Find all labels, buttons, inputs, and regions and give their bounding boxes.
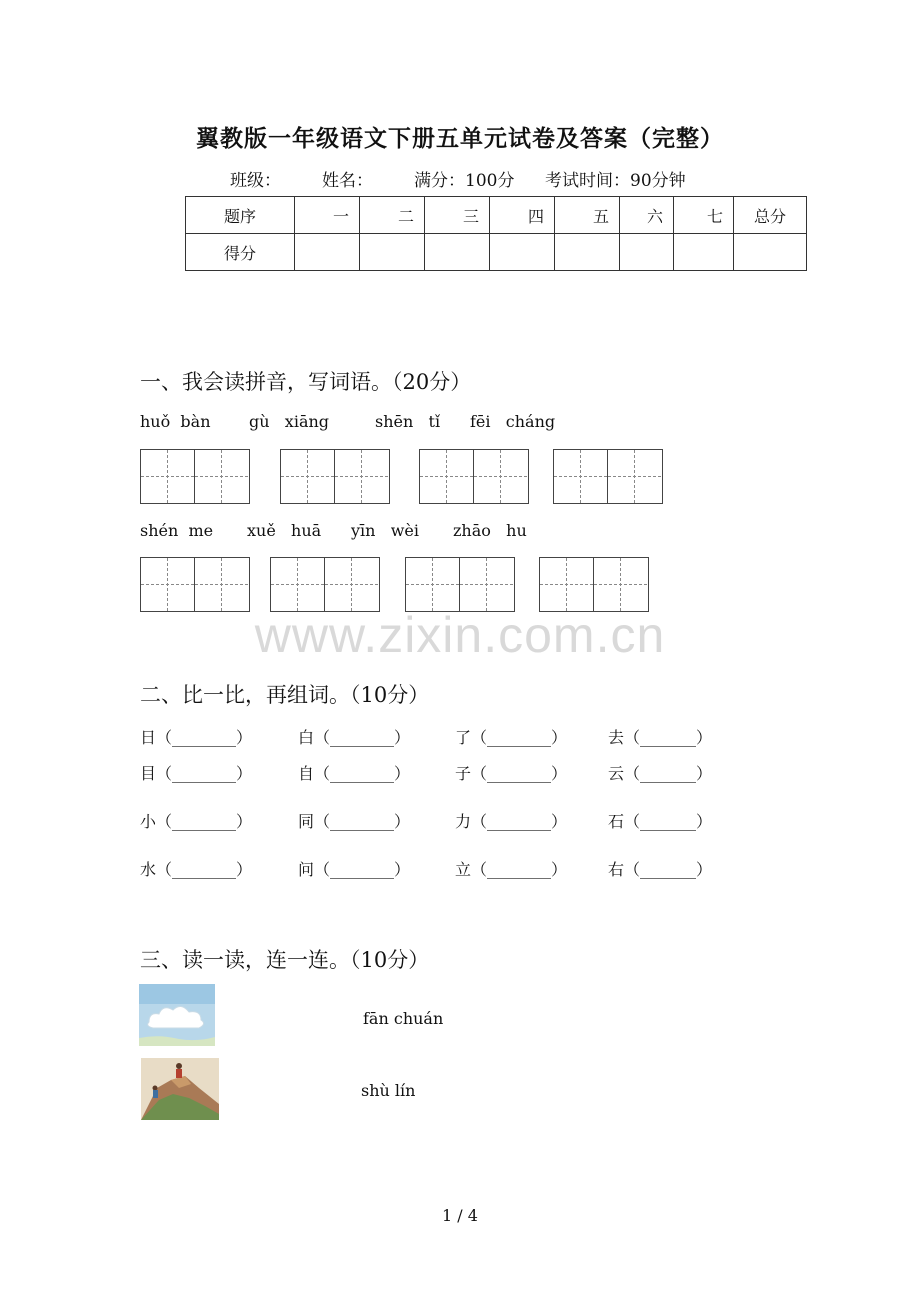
pinyin-label: fēi cháng xyxy=(470,412,556,431)
header-cell: 二 xyxy=(360,197,425,234)
score-table xyxy=(185,196,807,271)
grid-cell[interactable] xyxy=(325,558,378,611)
grid-cell[interactable] xyxy=(281,450,335,503)
mountain-climber-picture[interactable] xyxy=(141,1058,219,1120)
grid-cell[interactable] xyxy=(540,558,594,611)
cloud-sky-picture[interactable] xyxy=(139,984,215,1046)
page-number: 1 / 4 xyxy=(442,1206,478,1225)
writing-grid[interactable] xyxy=(140,449,250,504)
grid-cell[interactable] xyxy=(141,558,195,611)
grid-cell[interactable] xyxy=(335,450,388,503)
compare-item[interactable]: 右（_______） xyxy=(608,860,713,879)
compare-item[interactable]: 云（_______） xyxy=(608,764,713,783)
compare-item[interactable]: 立（________） xyxy=(455,860,568,879)
pinyin-label: shén me xyxy=(140,521,214,540)
section-2-title: 二、比一比，再组词。（10分） xyxy=(140,683,430,707)
header-cell: 五 xyxy=(555,197,620,234)
compare-item[interactable]: 去（_______） xyxy=(608,728,713,747)
compare-item[interactable]: 同（________） xyxy=(298,812,411,831)
pinyin-option[interactable]: fān chuán xyxy=(363,1009,444,1028)
header-cell: 六 xyxy=(620,197,674,234)
header-cell: 题序 xyxy=(186,197,295,234)
class-label: 班级： xyxy=(230,171,281,191)
pinyin-label: xuě huā xyxy=(247,521,322,540)
watermark: www.zixin.com.cn xyxy=(254,607,666,663)
grid-cell[interactable] xyxy=(474,450,527,503)
score-cell[interactable] xyxy=(674,234,734,271)
header-cell: 四 xyxy=(490,197,555,234)
compare-item[interactable]: 力（________） xyxy=(455,812,568,831)
compare-item[interactable]: 自（________） xyxy=(298,764,411,783)
score-cell[interactable] xyxy=(620,234,674,271)
score-cell[interactable] xyxy=(295,234,360,271)
writing-grid[interactable] xyxy=(419,449,529,504)
score-cell[interactable] xyxy=(555,234,620,271)
grid-cell[interactable] xyxy=(420,450,474,503)
grid-cell[interactable] xyxy=(608,450,661,503)
compare-item[interactable]: 了（________） xyxy=(455,728,568,747)
pinyin-label: zhāo hu xyxy=(453,521,527,540)
writing-grid[interactable] xyxy=(405,557,515,612)
pinyin-label: yīn wèi xyxy=(351,521,419,540)
score-table-score-row xyxy=(186,234,807,271)
score-table-header-row xyxy=(186,197,807,234)
header-cell: 一 xyxy=(295,197,360,234)
compare-item[interactable]: 小（________） xyxy=(140,812,253,831)
section-3-title: 三、读一读，连一连。（10分） xyxy=(140,948,430,972)
pinyin-label: huǒ bàn xyxy=(140,412,211,431)
page-title: 翼教版一年级语文下册五单元试卷及答案（完整） xyxy=(196,125,724,152)
grid-cell[interactable] xyxy=(406,558,460,611)
compare-item[interactable]: 目（________） xyxy=(140,764,253,783)
compare-item[interactable]: 问（________） xyxy=(298,860,411,879)
compare-item[interactable]: 白（________） xyxy=(298,728,411,747)
section-1-title: 一、我会读拼音，写词语。（20分） xyxy=(140,370,472,394)
compare-item[interactable]: 水（________） xyxy=(140,860,253,879)
score-cell[interactable] xyxy=(425,234,490,271)
grid-cell[interactable] xyxy=(141,450,195,503)
writing-grid[interactable] xyxy=(539,557,649,612)
compare-item[interactable]: 石（_______） xyxy=(608,812,713,831)
exam-time-label: 考试时间：90分钟 xyxy=(545,171,686,191)
header-cell: 三 xyxy=(425,197,490,234)
pinyin-label: gù xiāng xyxy=(249,412,330,431)
grid-cell[interactable] xyxy=(271,558,325,611)
writing-grid[interactable] xyxy=(280,449,390,504)
writing-grid[interactable] xyxy=(270,557,380,612)
grid-cell[interactable] xyxy=(195,450,248,503)
grid-cell[interactable] xyxy=(554,450,608,503)
pinyin-option[interactable]: shù lín xyxy=(361,1081,416,1100)
header-cell: 总分 xyxy=(734,197,807,234)
header-cell: 七 xyxy=(674,197,734,234)
grid-cell[interactable] xyxy=(195,558,248,611)
score-cell[interactable] xyxy=(490,234,555,271)
name-label: 姓名： xyxy=(322,171,373,191)
score-cell[interactable] xyxy=(360,234,425,271)
compare-item[interactable]: 子（________） xyxy=(455,764,568,783)
full-score-label: 满分：100分 xyxy=(414,171,515,191)
compare-item[interactable]: 日（________） xyxy=(140,728,253,747)
writing-grid[interactable] xyxy=(553,449,663,504)
pinyin-label: shēn tǐ xyxy=(375,412,441,431)
writing-grid[interactable] xyxy=(140,557,250,612)
row-label: 得分 xyxy=(186,234,295,271)
grid-cell[interactable] xyxy=(594,558,647,611)
score-cell[interactable] xyxy=(734,234,807,271)
grid-cell[interactable] xyxy=(460,558,513,611)
